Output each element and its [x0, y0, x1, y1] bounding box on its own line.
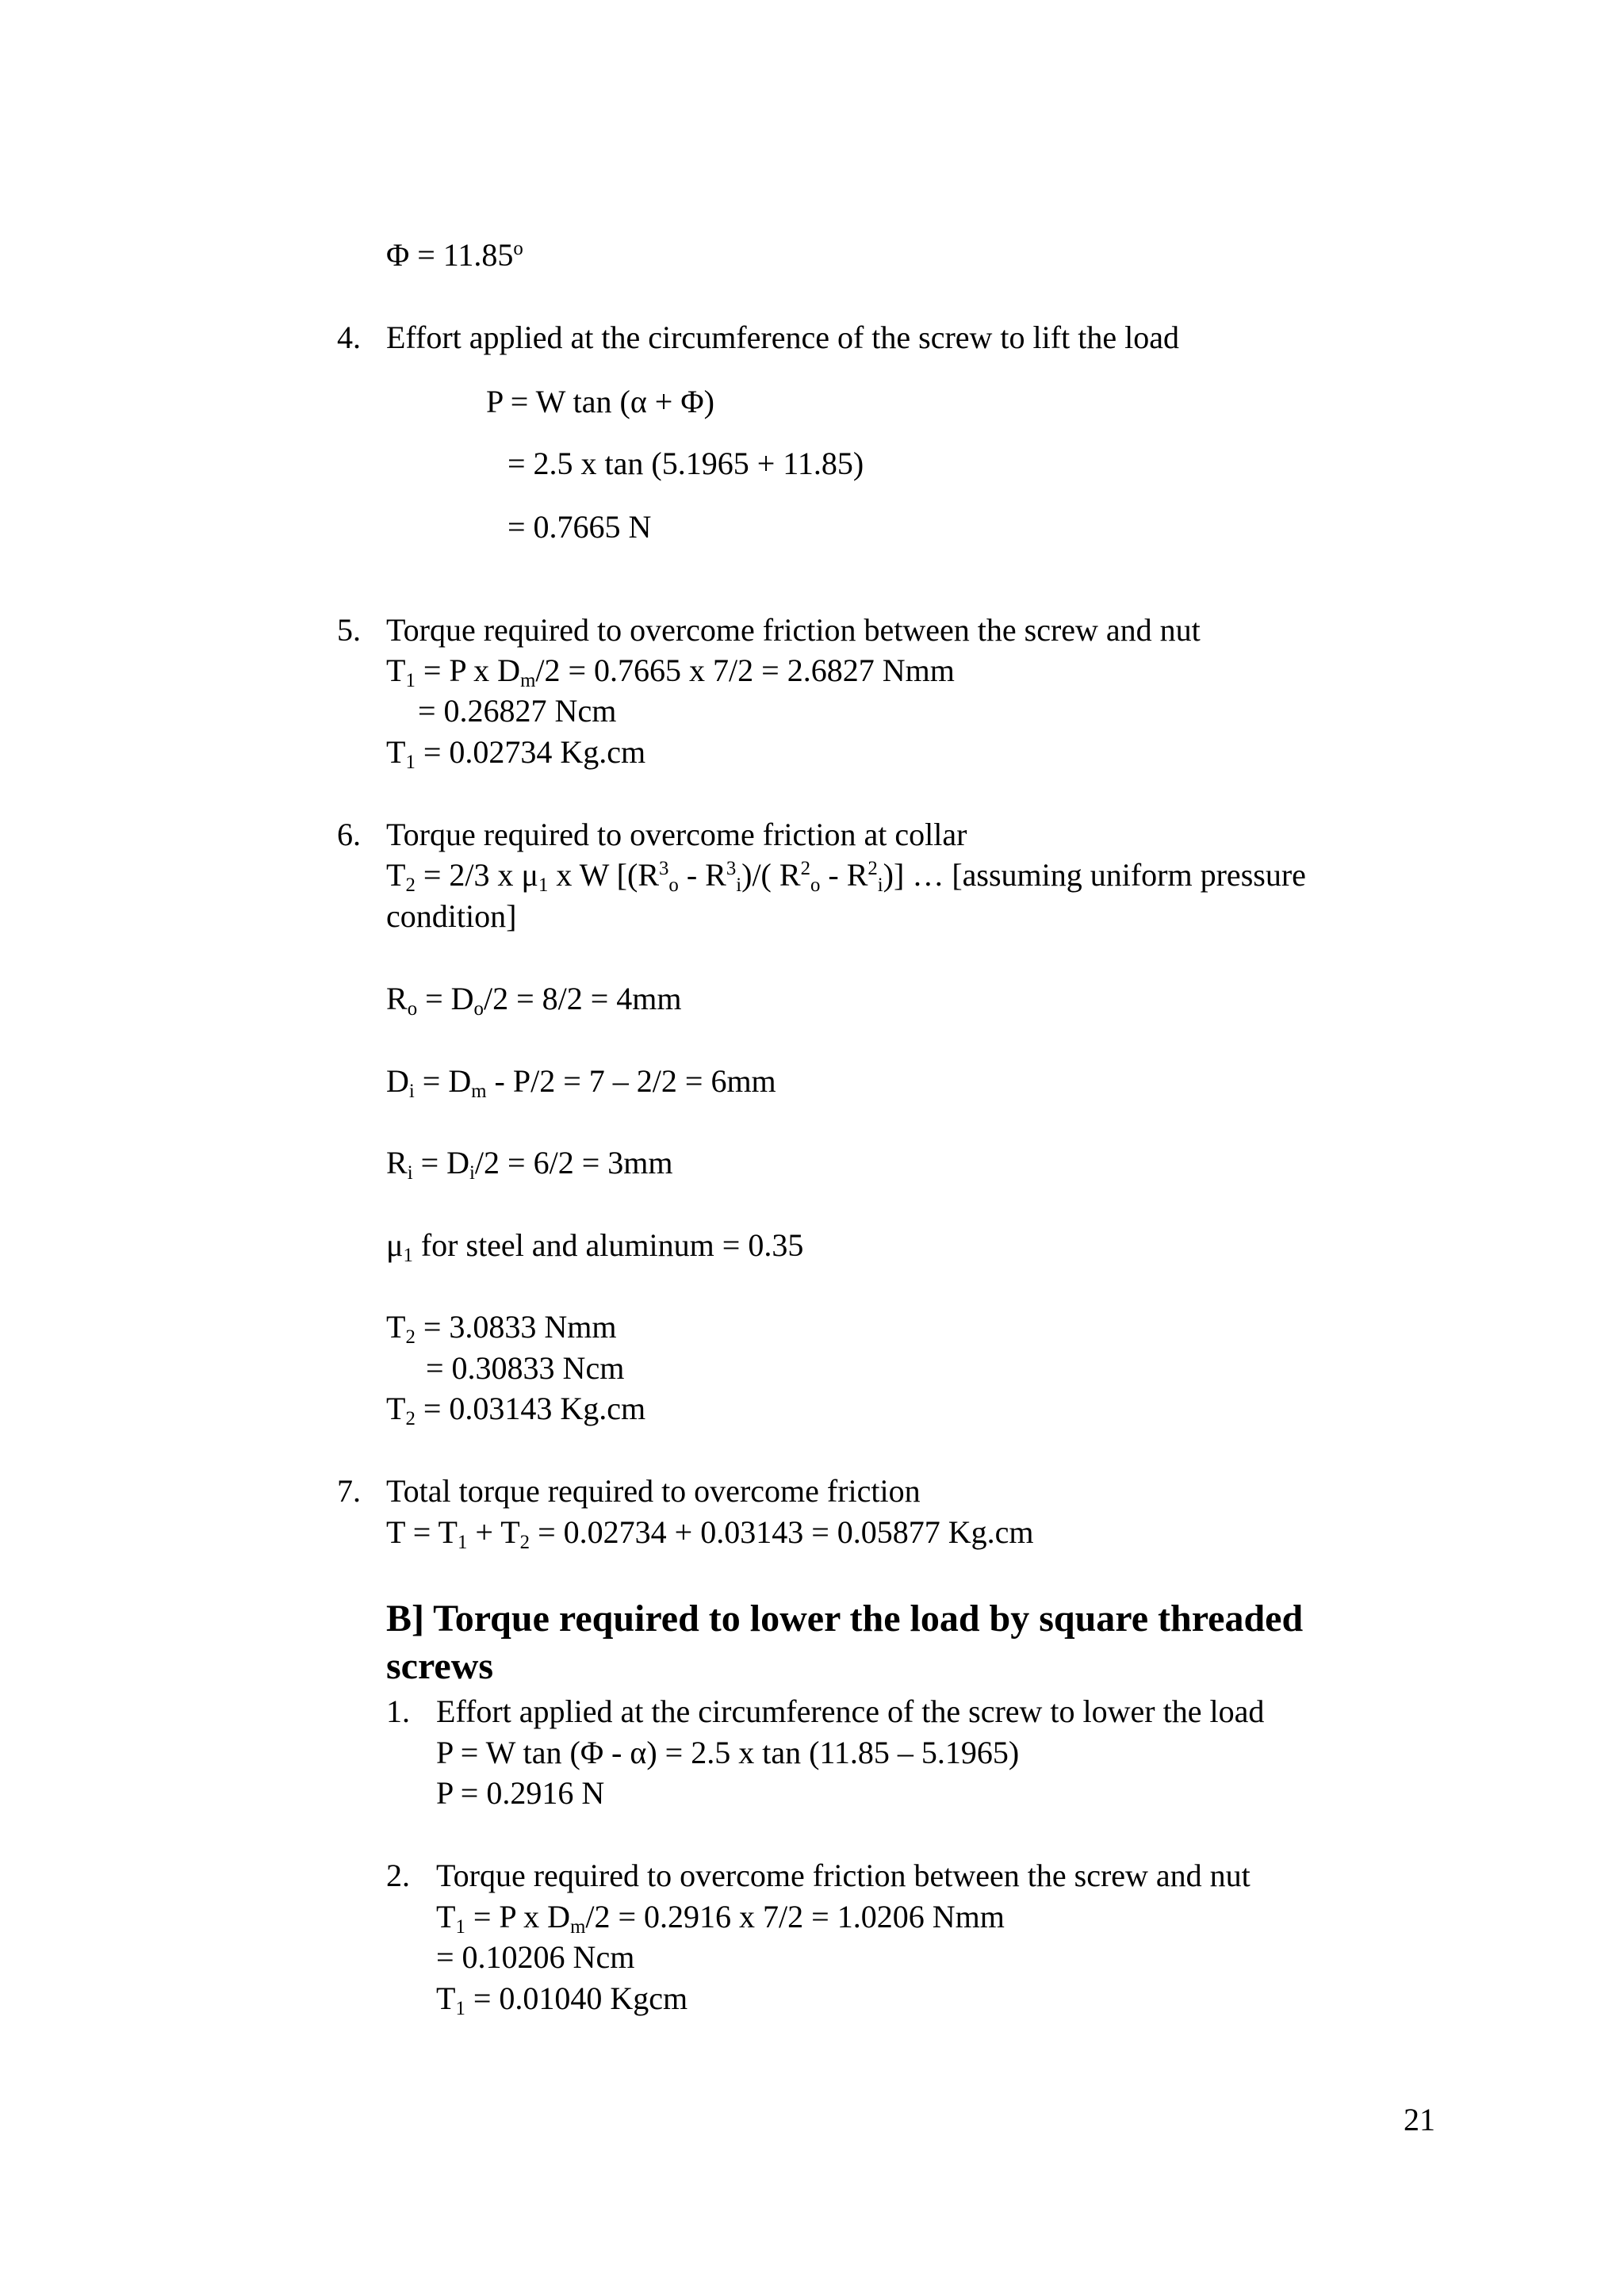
step-4-title: Effort applied at the circumference of the screw to lift the load: [386, 320, 1179, 355]
section-b-item-1-number: 1.: [386, 1693, 410, 1729]
section-b-item-1-equation-2: P = 0.2916 N: [436, 1775, 605, 1811]
t2-equation-3: [386, 1391, 646, 1429]
subscript: i: [469, 1161, 475, 1184]
t-symbol: T: [386, 1391, 406, 1426]
section-b-item-2-number: 2.: [386, 1858, 410, 1893]
equation-part: - P/2 = 7 – 2/2 = 6mm: [486, 1063, 776, 1099]
t-symbol: T: [386, 734, 406, 770]
equation-part: - R: [820, 857, 868, 893]
phi-value: Φ = 11.85: [386, 237, 514, 273]
section-b-item-2-equation-2: = 0.10206 Ncm: [436, 1939, 635, 1975]
equation-part: /2 = 0.7665 x 7/2 = 2.6827 Nmm: [535, 652, 955, 688]
equation-part: /2 = 0.2916 x 7/2 = 1.0206 Nmm: [585, 1899, 1005, 1934]
degree-symbol: o: [513, 238, 523, 260]
ri-equation: [386, 1145, 673, 1184]
superscript: 3: [659, 858, 669, 880]
equation-part: for steel and aluminum = 0.35: [412, 1227, 804, 1263]
t2-equation-1: [386, 1309, 617, 1348]
subscript: o: [668, 874, 679, 896]
r-symbol: R: [386, 1145, 408, 1181]
r-symbol: R: [386, 981, 408, 1016]
section-b-item-2-equation-1: [436, 1899, 1005, 1938]
t2-equation-2: = 0.30833 Ncm: [426, 1350, 625, 1386]
subscript: 1: [455, 1997, 465, 2019]
superscript: 2: [800, 858, 810, 880]
t-symbol: T: [386, 652, 406, 688]
section-b-heading: [386, 1595, 1303, 1690]
step-4-equation-1: P = W tan (α + Φ): [486, 384, 714, 419]
subscript: m: [570, 1915, 586, 1938]
equation-part: = P x D: [465, 1899, 571, 1934]
section-b-item-1-title: Effort applied at the circumference of the screw to lower the load: [436, 1693, 1265, 1729]
step-5-title: Torque required to overcome friction between the screw and nut: [386, 612, 1201, 648]
section-b-item-2-title: Torque required to overcome friction between the screw and nut: [436, 1858, 1251, 1893]
ro-equation: [386, 981, 682, 1020]
subscript: 1: [405, 751, 416, 773]
equation-part: )] … [assuming uniform pressure: [883, 857, 1306, 893]
subscript: 2: [405, 1326, 416, 1348]
step-4-equation-2: = 2.5 x tan (5.1965 + 11.85): [508, 446, 864, 481]
equation-part: - R: [678, 857, 726, 893]
subscript: 1: [457, 1531, 468, 1553]
equation-part: /2 = 6/2 = 3mm: [474, 1145, 673, 1181]
step-5-equation-1: [386, 652, 955, 691]
step-5-number: 5.: [337, 612, 361, 648]
step-7-title: Total torque required to overcome friction: [386, 1473, 921, 1509]
subscript: 1: [538, 874, 549, 896]
equation-part: = D: [412, 1145, 470, 1181]
subscript: i: [877, 874, 883, 896]
subscript: o: [473, 997, 484, 1020]
section-b-item-1-equation-1: P = W tan (Φ - α) = 2.5 x tan (11.85 – 5.1965): [436, 1735, 1020, 1770]
di-equation: [386, 1063, 776, 1102]
subscript: i: [736, 874, 742, 896]
phi-equation: [386, 239, 523, 271]
section-b-item-2-equation-3: [436, 1980, 688, 2019]
t-symbol: T: [386, 857, 406, 893]
equation-part: = 0.03143 Kg.cm: [415, 1391, 646, 1426]
superscript: 3: [726, 858, 737, 880]
page-number: 21: [1404, 2102, 1435, 2137]
subscript: o: [810, 874, 821, 896]
subscript: i: [408, 1080, 415, 1102]
subscript: 1: [455, 1915, 465, 1938]
equation-part: = 0.01040 Kgcm: [465, 1980, 688, 2016]
step-7-number: 7.: [337, 1473, 361, 1509]
equation-part: x W [(R: [548, 857, 660, 893]
step-4-equation-3: = 0.7665 N: [508, 509, 652, 545]
t-symbol: T: [386, 1309, 406, 1345]
step-7-equation: [386, 1514, 1034, 1553]
subscript: i: [407, 1161, 413, 1184]
equation-part: = D: [414, 1063, 472, 1099]
equation-part: = 3.0833 Nmm: [415, 1309, 617, 1345]
section-b-heading-line-2: screws: [386, 1645, 494, 1687]
section-b-heading-line-1: B] Torque required to lower the load by square threaded: [386, 1598, 1304, 1640]
equation-part: )/( R: [741, 857, 801, 893]
mu-value: [386, 1227, 804, 1266]
equation-part: = P x D: [415, 652, 521, 688]
t-symbol: T: [436, 1899, 456, 1934]
equation-part: = 2/3 x μ: [415, 857, 538, 893]
subscript: 2: [405, 874, 416, 896]
step-6-title: Torque required to overcome friction at collar: [386, 817, 967, 852]
superscript: 2: [868, 858, 878, 880]
equation-part: + T: [467, 1514, 520, 1550]
equation-part: T = T: [386, 1514, 458, 1550]
d-symbol: D: [386, 1063, 409, 1099]
step-6-collar-formula: [386, 857, 1306, 896]
step-5-equation-3: [386, 734, 646, 773]
step-6-formula-continuation: condition]: [386, 898, 517, 934]
subscript: 1: [405, 669, 416, 691]
equation-part: = 0.02734 Kg.cm: [415, 734, 646, 770]
subscript: 2: [405, 1407, 416, 1429]
step-6-number: 6.: [337, 817, 361, 852]
mu-symbol: μ: [386, 1227, 404, 1263]
subscript: m: [520, 669, 536, 691]
t-symbol: T: [436, 1980, 456, 2016]
equation-part: = D: [417, 981, 474, 1016]
equation-part: = 0.02734 + 0.03143 = 0.05877 Kg.cm: [530, 1514, 1034, 1550]
equation-part: /2 = 8/2 = 4mm: [483, 981, 682, 1016]
subscript: 2: [519, 1531, 530, 1553]
subscript: 1: [403, 1244, 413, 1266]
subscript: o: [407, 997, 418, 1020]
step-4-number: 4.: [337, 320, 361, 355]
subscript: m: [471, 1080, 487, 1102]
step-5-equation-2: = 0.26827 Ncm: [418, 693, 617, 729]
